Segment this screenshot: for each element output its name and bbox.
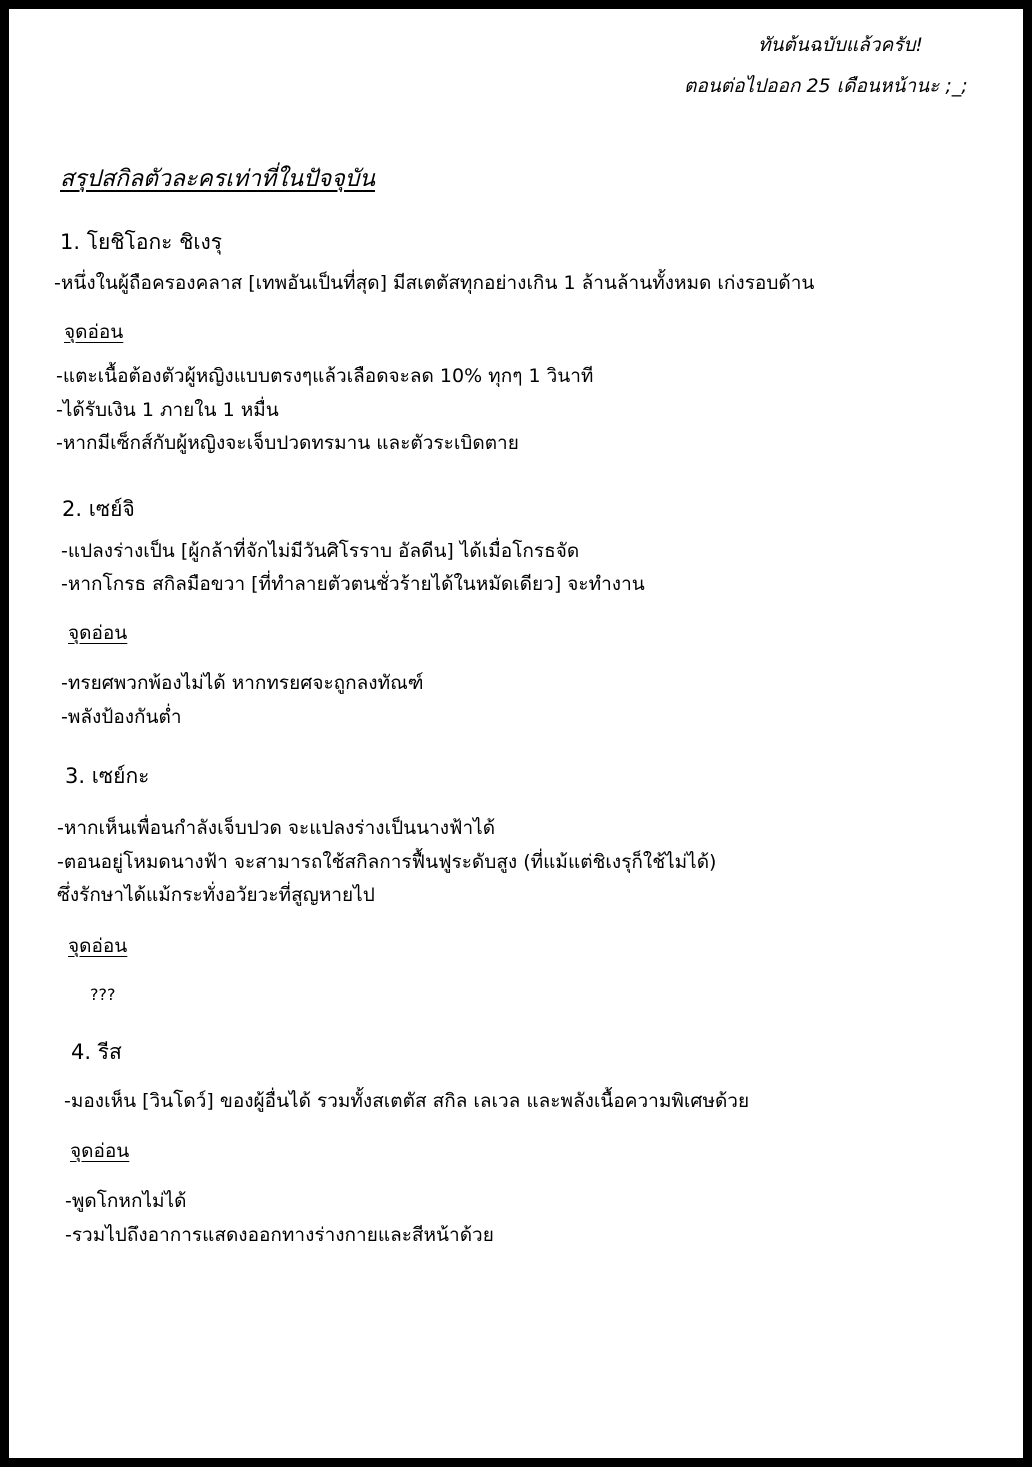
character-3-detail: ซึ่งรักษาได้แม้กระทั่งอวัยวะที่สูญหายไป	[57, 884, 375, 906]
character-3-detail: -ตอนอยู่โหมดนางฟ้า จะสามารถใช้สกิลการฟื้นฟูระดับสูง (ที่แม้แต่ชิเงรุก็ใช้ไม่ได้)	[57, 851, 717, 873]
character-1-weakness: -หากมีเซ็กส์กับผู้หญิงจะเจ็บปวดทรมาน และตัวระเบิดตาย	[56, 432, 519, 454]
character-2-weakness: -พลังป้องกันต่ำ	[61, 706, 182, 728]
character-1-heading: 1. โยชิโอกะ ชิเงรุ	[60, 230, 223, 254]
character-1-weakness: -แตะเนื้อต้องตัวผู้หญิงแบบตรงๆแล้วเลือดจะลด 10% ทุกๆ 1 วินาที	[56, 365, 594, 387]
character-2-detail: -หากโกรธ สกิลมือขวา [ที่ทำลายตัวตนชั่วร้ายได้ในหมัดเดียว] จะทำงาน	[61, 573, 645, 595]
header-note-line-1: ทันต้นฉบับแล้วครับ!	[758, 34, 924, 56]
character-4-weakness: -รวมไปถึงอาการแสดงออกทางร่างกายและสีหน้าด้วย	[65, 1224, 494, 1246]
character-4-weakness: -พูดโกหกไม่ได้	[65, 1190, 187, 1212]
header-note-line-2: ตอนต่อไปออก 25 เดือนหน้านะ ;_;	[684, 75, 968, 97]
character-2-detail: -แปลงร่างเป็น [ผู้กล้าที่จักไม่มีวันศิโรราบ อัลดีน] ได้เมื่อโกรธจัด	[61, 540, 580, 562]
character-1-detail: -หนึ่งในผู้ถือครองคลาส [เทพอันเป็นที่สุด] มีสเตตัสทุกอย่างเกิน 1 ล้านล้านทั้งหมด เก่งรอบด้าน	[54, 272, 815, 294]
character-4-detail: -มองเห็น [วินโดว์] ของผู้อื่นได้ รวมทั้งสเตตัส สกิล เลเวล และพลังเนื้อความพิเศษด้วย	[64, 1090, 750, 1112]
document-page	[9, 9, 1023, 1458]
character-3-weakness-label: จุดอ่อน	[68, 935, 128, 957]
character-2-weakness-label: จุดอ่อน	[68, 622, 128, 644]
character-1-weakness: -ได้รับเงิน 1 ภายใน 1 หมื่น	[56, 399, 279, 421]
character-2-weakness: -ทรยศพวกพ้องไม่ได้ หากทรยศจะถูกลงทัณฑ์	[61, 672, 424, 694]
character-4-heading: 4. รีส	[71, 1040, 122, 1064]
character-3-heading: 3. เซย์กะ	[65, 764, 150, 788]
character-1-weakness-label: จุดอ่อน	[64, 321, 124, 343]
character-3-detail: -หากเห็นเพื่อนกำลังเจ็บปวด จะแปลงร่างเป็นนางฟ้าได้	[57, 817, 496, 839]
character-2-heading: 2. เซย์จิ	[62, 497, 135, 521]
character-3-weakness: ???	[90, 985, 116, 1004]
character-4-weakness-label: จุดอ่อน	[70, 1140, 130, 1162]
page-title: สรุปสกิลตัวละครเท่าที่ในปัจจุบัน	[60, 166, 376, 192]
